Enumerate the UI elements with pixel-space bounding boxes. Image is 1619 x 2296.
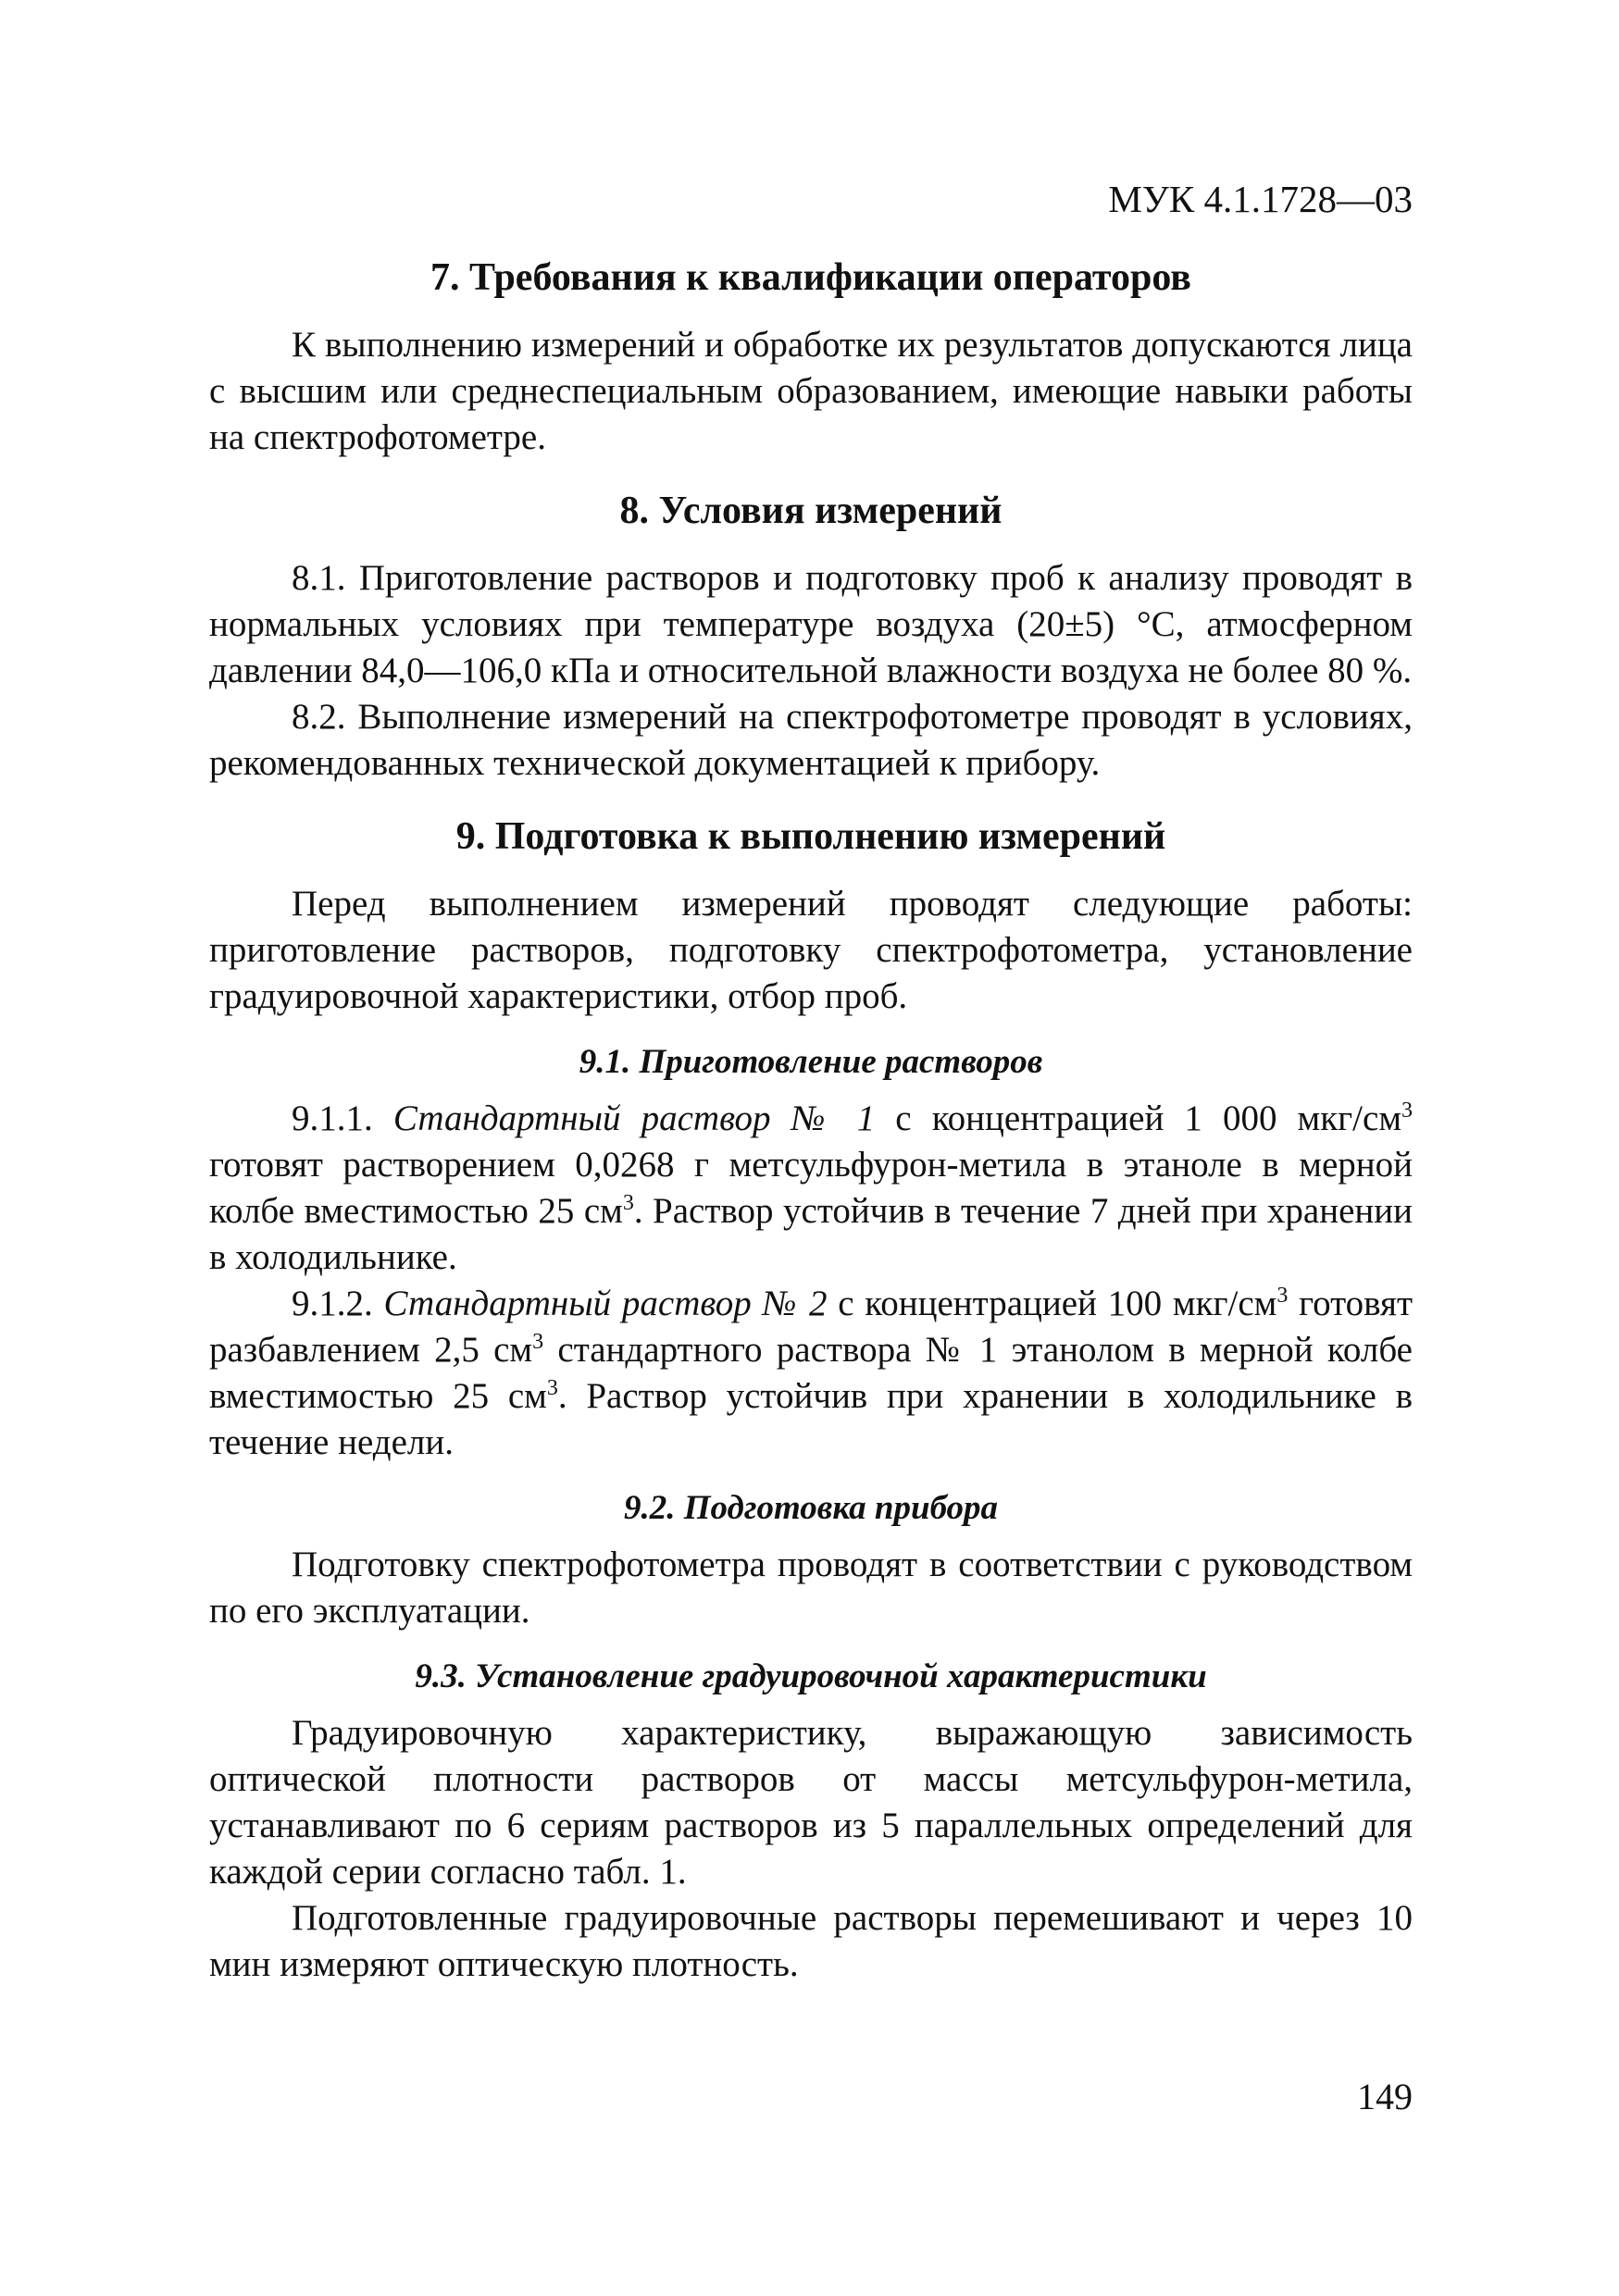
section-9-intro: Перед выполнением измерений проводят следующие работы: приготовление растворов, подготовку спектрофотометра, установление градуировочной характеристики, отбор проб.	[209, 884, 1413, 1016]
section-7-paragraph: К выполнению измерений и обработке их результатов допускаются лица с высшим или среднеспециальным образованием, имеющие навыки работы на спектрофотометре.	[209, 325, 1413, 457]
text-run: . Раствор устойчив при хранении в холодильнике в течение недели.	[209, 1376, 1413, 1462]
text-run: . Раствор устойчив в течение 7 дней при хранении в холодильнике.	[209, 1191, 1413, 1277]
paragraph-8-1: 8.1. Приготовление растворов и подготовку проб к анализу проводят в нормальных условиях при температуре воздуха (20±5) °С, атмосферном давлении 84,0—106,0 кПа и относительной влажности воздуха не более 80 %.	[209, 558, 1413, 690]
subsection-9-2-heading: 9.2. Подготовка прибора	[623, 1489, 999, 1527]
section-8-heading: 8. Условия измерений	[619, 490, 1003, 532]
document-page	[209, 176, 1413, 1988]
text-run: готовят разбавлением 2,5 см	[209, 1284, 1413, 1370]
paragraph-number: 9.1.1.	[292, 1098, 393, 1138]
paragraph-9-1-1	[209, 1096, 1413, 1281]
document-code: МУК 4.1.1728—03	[1108, 178, 1413, 220]
page-number: 149	[1357, 2076, 1413, 2117]
paragraph-9-1-2	[209, 1281, 1413, 1466]
section-7-heading: 7. Требования к квалификации операторов	[430, 256, 1191, 299]
superscript: 3	[622, 1191, 634, 1215]
section-9-heading: 9. Подготовка к выполнению измерений	[455, 815, 1166, 858]
solution-name: Стандартный раствор № 2	[383, 1284, 828, 1323]
superscript: 3	[1401, 1098, 1414, 1123]
superscript: 3	[1277, 1284, 1289, 1308]
solution-name: Стандартный раствор № 1	[392, 1098, 876, 1138]
subsection-9-1-heading: 9.1. Приготовление растворов	[579, 1043, 1043, 1081]
paragraph-9-2: Подготовку спектрофотометра проводят в соответствии с руководством по его эксплуатации.	[209, 1545, 1413, 1631]
paragraph-9-3-1: Градуировочную характеристику, выражающую зависимость оптической плотности растворов от массы метсульфурон-метила, устанавливают по 6 сериям растворов из 5 параллельных определений для каждой серии согласно табл. 1.	[209, 1713, 1413, 1892]
superscript: 3	[546, 1376, 558, 1400]
subsection-9-3-heading: 9.3. Установление градуировочной характеристики	[415, 1657, 1207, 1695]
text-run: готовят растворением 0,0268 г метсульфурон-метила в этаноле в мерной колбе вместимостью 25 см	[209, 1145, 1413, 1231]
paragraph-number: 9.1.2.	[292, 1284, 384, 1323]
text-run: стандартного раствора № 1 этанолом в мерной колбе вместимостью 25 см	[209, 1330, 1413, 1416]
paragraph-8-2: 8.2. Выполнение измерений на спектрофотометре проводят в условиях, рекомендованных технической документацией к прибору.	[209, 697, 1413, 783]
superscript: 3	[532, 1330, 544, 1354]
text-run: с концентрацией 100 мкг/см	[827, 1284, 1277, 1323]
paragraph-9-3-2: Подготовленные градуировочные растворы перемешивают и через 10 мин измеряют оптическую плотность.	[209, 1898, 1413, 1984]
text-run: с концентрацией 1 000 мкг/см	[875, 1098, 1402, 1138]
